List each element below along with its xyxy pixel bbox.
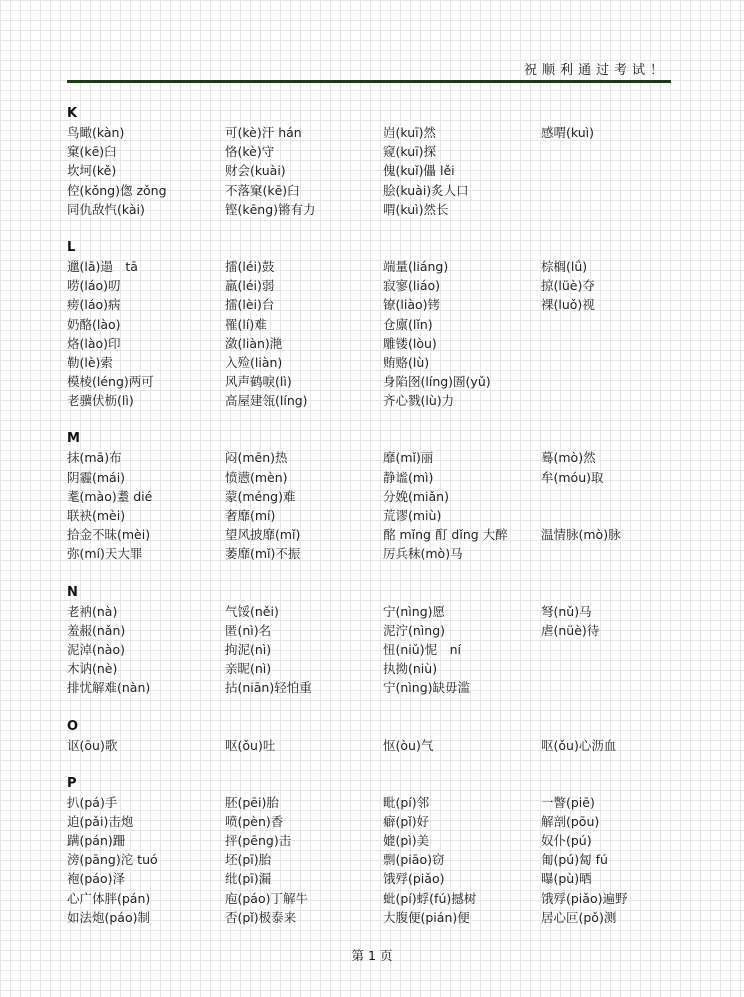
word-entry: 掠(lüè)夺 [541, 278, 595, 294]
word-entry: 抹(mā)布 [67, 450, 122, 466]
section-letter: P [67, 775, 77, 791]
word-entry [541, 487, 671, 506]
word-entry: 坎坷(kě) [67, 163, 117, 179]
word-entry: 剽(piāo)窃 [383, 852, 445, 868]
word-entry: 老衲(nà) [67, 603, 118, 619]
word-entry: 牟(móu)取 [541, 469, 604, 485]
word-entry [541, 181, 671, 200]
word-entry: 庖(páo)丁解牛 [225, 890, 308, 906]
section-m [67, 429, 671, 563]
page-header: 祝顺利通过考试！ [523, 63, 668, 78]
word-entry: 解剖(pōu) [541, 813, 600, 829]
word-row [67, 831, 671, 850]
word-row [67, 602, 671, 621]
word-entry: 萎靡(mǐ)不振 [225, 546, 301, 562]
word-entry: 身陷囹(líng)圄(yǔ) [383, 374, 491, 390]
word-entry: 袍(páo)泽 [67, 871, 125, 887]
word-entry: 酩 mǐng 酊 dǐng 大醉 [383, 527, 508, 543]
word-entry: 阴霾(mái) [67, 469, 126, 485]
word-entry: 居心叵(pǒ)测 [541, 909, 617, 925]
word-entry: 抨(pēng)击 [225, 833, 292, 849]
word-entry: 一瞥(piē) [541, 794, 595, 810]
word-entry: 感喟(kuì) [541, 125, 595, 140]
word-entry: 愤懑(mèn) [225, 469, 288, 485]
word-entry: 泥泞(nìng) [383, 622, 446, 638]
word-row [67, 525, 671, 544]
word-entry: 拈(niān)轻怕重 [225, 680, 312, 696]
word-row [67, 640, 671, 659]
word-row [67, 659, 671, 678]
word-entry: 胚(pēi)胎 [225, 794, 279, 810]
header-divider [67, 80, 671, 83]
word-row [67, 468, 671, 487]
word-entry: 岿(kuī)然 [383, 125, 437, 140]
word-entry [541, 142, 671, 161]
word-row [67, 812, 671, 831]
section-letter: N [67, 584, 78, 600]
word-entry: 癖(pǐ)好 [383, 813, 430, 829]
word-entry: 排忧解难(nàn) [67, 680, 151, 696]
word-entry: 联袂(mèi) [67, 508, 126, 523]
word-row [67, 793, 671, 812]
word-entry: 蓦(mò)然 [541, 450, 596, 466]
vocabulary-list [67, 104, 671, 946]
section-l [67, 238, 671, 411]
word-row [67, 161, 671, 180]
word-entry: 否(pǐ)极泰来 [225, 909, 297, 925]
word-entry: 窥(kuī)探 [383, 144, 437, 160]
word-entry: 烙(lào)印 [67, 335, 121, 351]
word-entry: 泥淖(nào) [67, 641, 125, 657]
word-entry: 呕(ǒu)心沥血 [541, 737, 617, 753]
word-entry: 亲昵(nì) [225, 661, 272, 677]
word-entry: 邋(lā)遢 tā [67, 258, 138, 274]
word-entry: 执拗(niù) [383, 661, 438, 677]
word-entry: 不落窠(kē)臼 [225, 182, 300, 198]
section-n [67, 583, 671, 698]
section-letter: K [67, 106, 78, 121]
word-entry [541, 640, 671, 659]
word-row [67, 448, 671, 467]
word-entry: 鸟瞰(kàn) [67, 125, 125, 140]
word-entry: 恪(kè)守 [225, 144, 275, 160]
word-row [67, 295, 671, 314]
word-row [67, 869, 671, 888]
word-entry: 曝(pù)晒 [541, 871, 592, 887]
word-entry: 裸(luǒ)视 [541, 297, 595, 313]
word-entry: 如法炮(páo)制 [67, 909, 150, 925]
word-entry: 大腹便(pián)便 [383, 909, 470, 925]
word-entry: 羞赧(nǎn) [67, 622, 126, 638]
word-entry: 痨(láo)病 [67, 297, 121, 313]
word-row [67, 678, 671, 697]
word-entry [541, 200, 671, 219]
word-entry: 奢靡(mí) [225, 508, 276, 523]
word-entry [541, 391, 671, 410]
word-entry [541, 315, 671, 334]
word-entry: 拾金不昧(mèi) [67, 527, 151, 543]
word-entry: 宁(nìng)缺毋滥 [383, 680, 471, 696]
word-row [67, 736, 671, 755]
word-entry: 匍(pú)匐 fú [541, 852, 608, 868]
word-entry [541, 659, 671, 678]
word-entry: 宁(nìng)愿 [383, 603, 446, 619]
word-entry [541, 544, 671, 563]
word-entry: 扒(pá)手 [67, 794, 118, 810]
word-entry: 棕榈(lǘ) [541, 258, 588, 274]
word-entry: 铿(kēng)锵有力 [225, 201, 316, 217]
word-entry: 镣(liào)铐 [383, 297, 441, 313]
word-entry [541, 506, 671, 525]
word-row [67, 142, 671, 161]
word-row [67, 621, 671, 640]
word-row [67, 123, 671, 142]
word-entry: 蚍(pí)蜉(fú)撼树 [383, 890, 477, 906]
word-entry [541, 353, 671, 372]
word-entry: 饿殍(piǎo) [383, 871, 445, 887]
word-entry: 潋(liàn)滟 [225, 335, 283, 351]
word-row [67, 487, 671, 506]
word-entry: 弩(nǔ)马 [541, 603, 592, 619]
word-row [67, 506, 671, 525]
word-entry: 蒙(méng)难 [225, 488, 296, 504]
word-row [67, 372, 671, 391]
word-entry: 怄(òu)气 [383, 737, 434, 753]
word-entry: 忸(niǔ)怩 ní [383, 641, 461, 657]
word-row [67, 276, 671, 295]
word-entry: 可(kè)汗 hán [225, 125, 302, 140]
word-entry: 窠(kē)臼 [67, 144, 117, 160]
word-entry: 擂(lèi)台 [225, 297, 275, 313]
word-entry: 勒(lè)索 [67, 354, 113, 370]
word-entry: 纰(pī)漏 [225, 871, 272, 887]
word-entry: 财会(kuài) [225, 163, 286, 179]
word-entry [541, 678, 671, 697]
word-entry: 蹒(pán)跚 [67, 833, 126, 849]
word-entry: 心广体胖(pán) [67, 890, 151, 906]
word-entry: 同仇敌忾(kài) [67, 201, 145, 217]
word-entry: 脍(kuài)炙人口 [383, 182, 469, 198]
word-entry: 高屋建瓴(líng) [225, 393, 308, 409]
word-row [67, 391, 671, 410]
word-entry: 风声鹤唳(lì) [225, 374, 292, 390]
word-row [67, 889, 671, 908]
word-entry: 气馁(něi) [225, 603, 279, 619]
word-entry: 奴仆(pú) [541, 833, 592, 849]
word-entry: 喷(pèn)香 [225, 813, 284, 829]
word-row [67, 200, 671, 219]
word-entry: 毗(pí)邻 [383, 794, 430, 810]
word-entry: 奶酪(lào) [67, 316, 121, 332]
word-row [67, 544, 671, 563]
word-entry: 分娩(miǎn) [383, 488, 449, 504]
word-entry: 饿殍(piǎo)遍野 [541, 890, 628, 906]
word-entry: 齐心戮(lù)力 [383, 393, 455, 409]
word-entry: 靡(mǐ)丽 [383, 450, 434, 466]
word-entry: 擂(léi)鼓 [225, 258, 275, 274]
section-letter: M [67, 431, 80, 447]
word-entry: 耄(mào)耋 dié [67, 488, 153, 504]
word-entry: 讴(ōu)歌 [67, 737, 118, 753]
word-entry: 静谧(mì) [383, 469, 434, 485]
word-entry: 虐(nüè)待 [541, 622, 600, 638]
word-entry: 拘泥(nì) [225, 641, 272, 657]
word-entry: 温情脉(mò)脉 [541, 527, 621, 543]
word-entry: 坯(pī)胎 [225, 852, 272, 868]
word-entry: 木讷(nè) [67, 661, 118, 677]
section-letter: O [67, 718, 79, 734]
word-entry: 羸(léi)弱 [225, 278, 275, 294]
word-entry: 迫(pǎi)击炮 [67, 813, 134, 829]
word-entry: 媲(pì)美 [383, 833, 430, 849]
page-number: 第 1 页 [351, 948, 393, 963]
word-row [67, 334, 671, 353]
word-entry: 匿(nì)名 [225, 622, 272, 638]
word-entry: 弥(mí)天大罪 [67, 546, 143, 562]
word-entry [541, 334, 671, 353]
word-entry: 入殓(liàn) [225, 354, 283, 370]
word-entry: 闷(mēn)热 [225, 450, 288, 466]
word-row [67, 315, 671, 334]
section-o [67, 717, 671, 755]
word-entry: 仓廪(lǐn) [383, 316, 433, 332]
word-entry: 寂寥(liáo) [383, 278, 441, 294]
word-row [67, 850, 671, 869]
word-entry: 端量(liáng) [383, 258, 449, 274]
word-row [67, 908, 671, 927]
word-entry: 荒谬(miù) [383, 508, 442, 523]
word-entry: 厉兵秣(mò)马 [383, 546, 463, 562]
word-entry [541, 161, 671, 180]
word-entry: 呕(ǒu)吐 [225, 737, 276, 753]
word-entry: 罹(lí)难 [225, 316, 267, 332]
word-row [67, 353, 671, 372]
word-entry: 傀(kuǐ)儡 lěi [383, 163, 455, 179]
word-entry: 雕镂(lòu) [383, 335, 437, 351]
word-entry: 滂(pāng)沱 tuó [67, 852, 158, 868]
word-entry: 唠(láo)叨 [67, 278, 121, 294]
word-entry: 望风披靡(mǐ) [225, 527, 301, 543]
word-entry: 模棱(léng)两可 [67, 374, 154, 390]
word-entry: 倥(kǒng)偬 zǒng [67, 182, 167, 198]
section-p [67, 774, 671, 927]
word-row [67, 257, 671, 276]
word-entry: 贿赂(lù) [383, 354, 430, 370]
word-entry [541, 372, 671, 391]
word-row [67, 181, 671, 200]
word-entry: 老骥伏枥(lì) [67, 393, 134, 409]
section-k [67, 104, 671, 219]
section-letter: L [67, 239, 76, 255]
word-entry: 喟(kuì)然长 [383, 201, 449, 217]
